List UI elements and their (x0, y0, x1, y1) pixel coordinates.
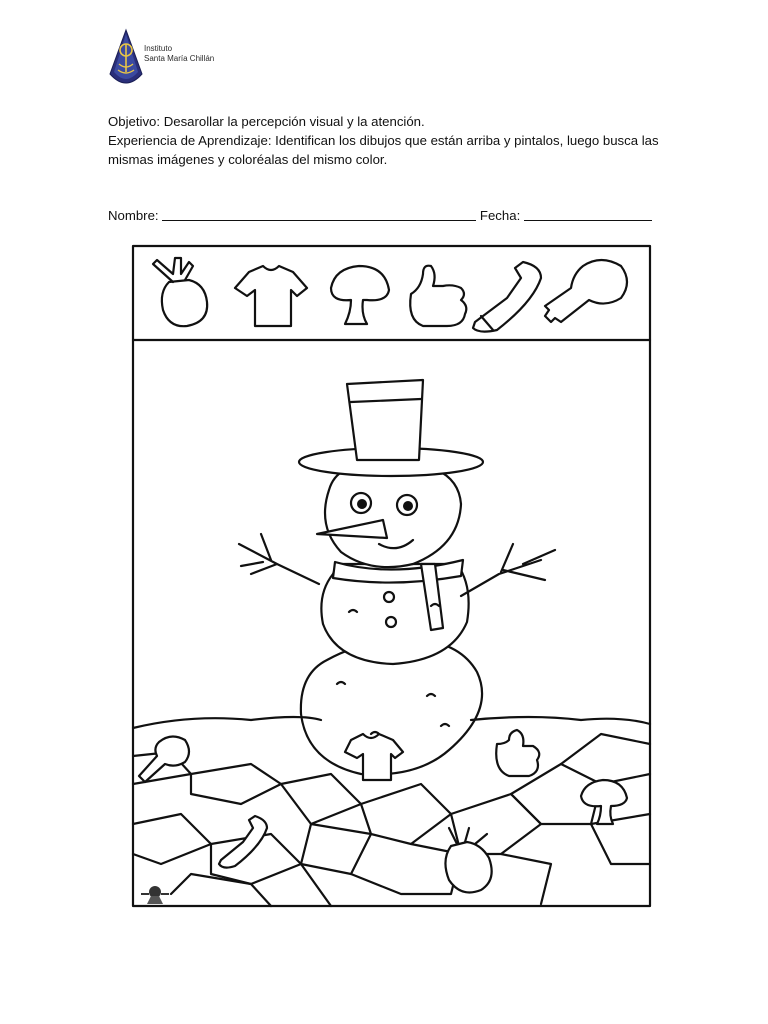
name-field[interactable] (162, 208, 476, 221)
hidden-objects-area (133, 717, 650, 906)
objective-line (108, 112, 668, 131)
mascot-icon (141, 886, 169, 904)
date-label: Fecha: (479, 208, 521, 223)
experience-label: Experiencia de Aprendizaje: (108, 133, 272, 148)
institution-name (144, 44, 214, 64)
objective-text: Desarollar la percepción visual y la atención. (163, 114, 425, 129)
key-icon (545, 260, 627, 322)
thumbs-up-icon (410, 266, 466, 326)
carrot-icon (153, 258, 207, 326)
name-label: Nombre: (108, 208, 159, 223)
worksheet (131, 244, 652, 908)
snowman-icon (239, 380, 555, 775)
shield-icon (106, 28, 146, 92)
objective-label: Objetivo: (108, 114, 161, 129)
mushroom-icon (331, 266, 389, 324)
shirt-icon (235, 266, 307, 326)
name-date-line (108, 208, 668, 223)
institution-line2: Santa María Chillán (144, 54, 215, 63)
experience-line (108, 131, 668, 169)
phone-receiver-icon (473, 262, 541, 332)
experience-text: Identifican los dibujos que están arriba y pintalos, luego busca las mismas imágenes y coloréalas del mismo color. (108, 133, 659, 167)
school-logo (106, 28, 224, 92)
institution-line1: Instituto (144, 44, 173, 53)
date-field[interactable] (524, 208, 652, 221)
instructions (108, 112, 668, 169)
